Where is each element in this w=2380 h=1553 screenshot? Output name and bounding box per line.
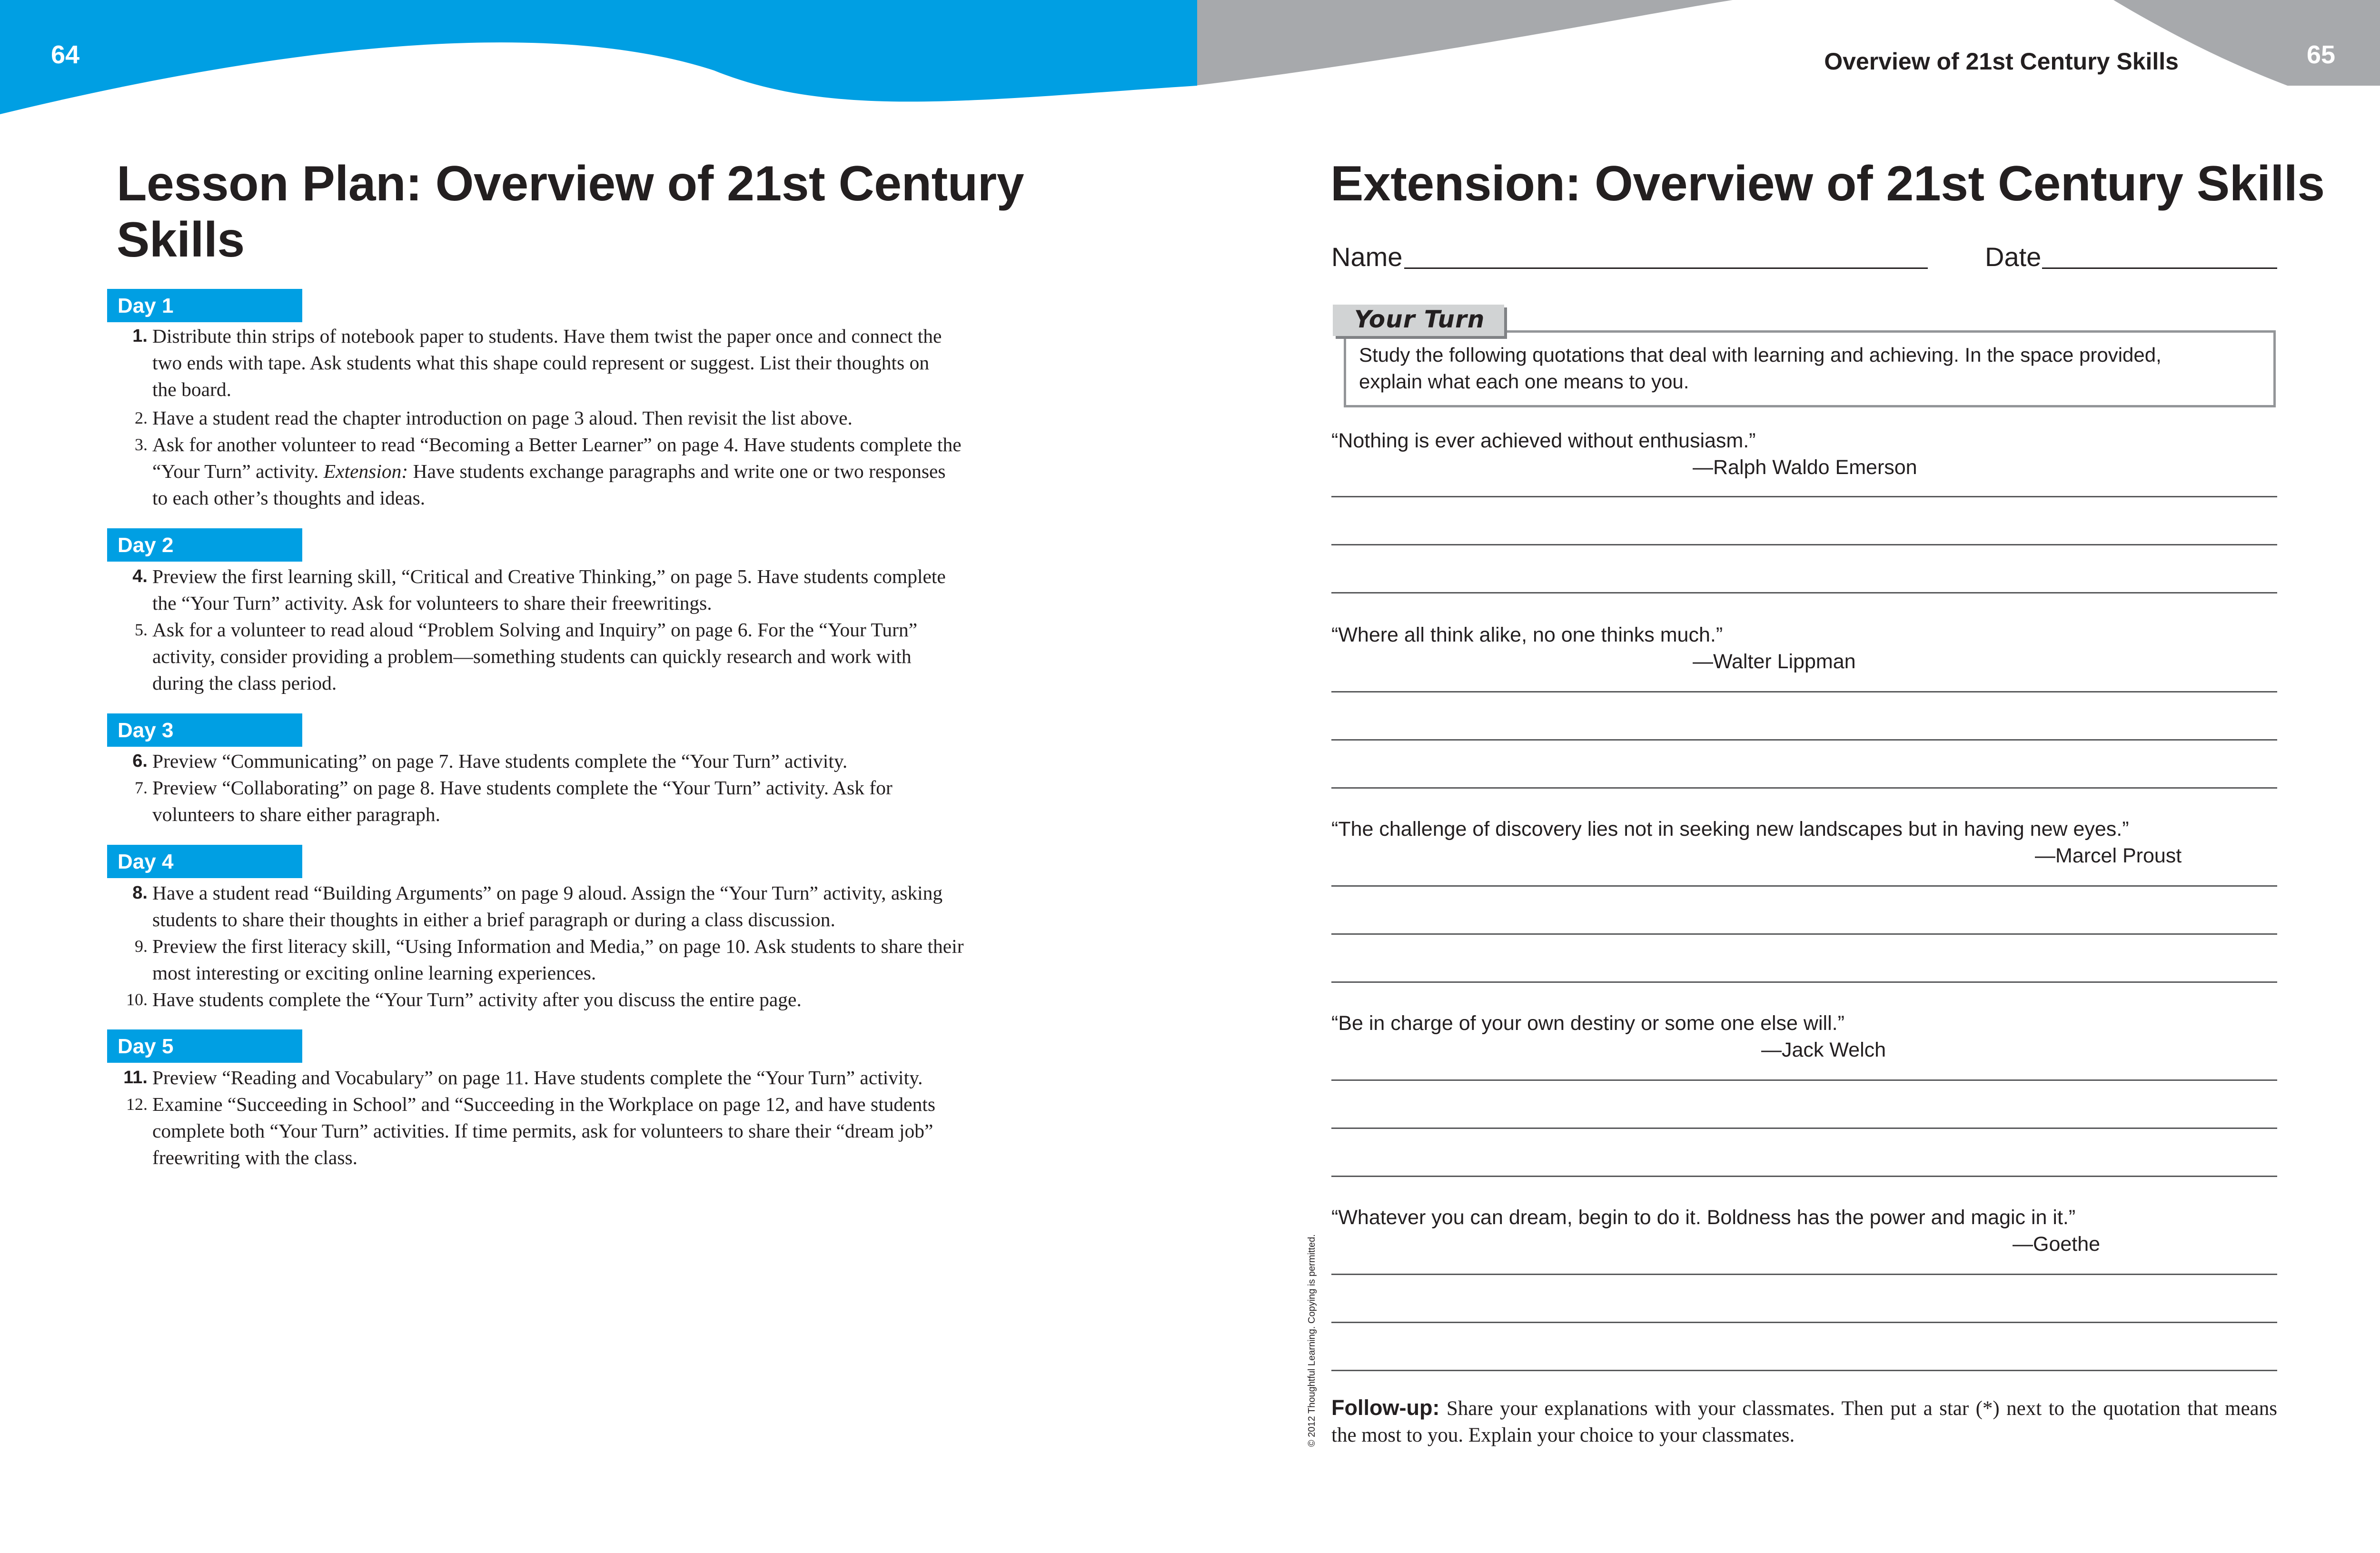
item-line: during the class period. [152,672,337,694]
answer-line[interactable] [1331,933,2277,935]
answer-line[interactable] [1331,1274,2277,1275]
quote-attribution: —Goethe [2013,1233,2101,1256]
item-line: Ask for another volunteer to read “Becoming a Better Learner” on page 4. Have students complete the [152,434,962,455]
item-line: Examine “Succeeding in School” and “Succeeding in the Workplace on page 12, and have students [152,1093,936,1115]
answer-line[interactable] [1331,1176,2277,1177]
lesson-plan-title [117,156,1164,268]
item-line: Ask for a volunteer to read aloud “Problem Solving and Inquiry” on page 6. For the “Your Turn” [152,619,918,641]
answer-line[interactable] [1331,739,2277,741]
lesson-item-9 [135,933,1066,986]
right-page-number: 65 [2307,40,2336,69]
item-number: 9. [135,937,148,956]
quote-text: “Nothing is ever achieved without enthusiasm.” [1331,429,1756,452]
item-line: most interesting or exciting online learning experiences. [152,962,596,984]
quote-text: “Be in charge of your own destiny or some one else will.” [1331,1012,1844,1035]
name-field[interactable] [1404,267,1928,269]
day-1-label: Day 1 [107,289,302,322]
item-number: 10. [126,990,148,1009]
day-3-label: Day 3 [107,713,302,747]
answer-line[interactable] [1331,1079,2277,1081]
date-label: Date [1985,242,2042,272]
follow-up-label: Follow-up: [1331,1395,1440,1420]
item-line: “Your Turn” activity. [152,460,324,482]
answer-line[interactable] [1331,1370,2277,1371]
day-2-label: Day 2 [107,528,302,562]
lesson-item-3 [135,431,1066,511]
item-line: the “Your Turn” activity. Ask for volunteers to share their freewritings. [152,592,712,614]
lesson-item-6 [132,748,1066,774]
item-line: the board. [152,378,231,400]
lesson-item-12 [126,1091,1066,1171]
item-number: 1. [132,326,148,346]
answer-line[interactable] [1331,1322,2277,1323]
banner-blue-wave [0,0,1197,114]
lesson-item-1 [132,323,1066,403]
instructions-line: Study the following quotations that deal with learning and achieving. In the space provided, [1359,344,2162,366]
item-number: 7. [135,778,148,797]
item-line: Preview “Collaborating” on page 8. Have students complete the “Your Turn” activity. Ask for [152,777,892,799]
item-number: 12. [126,1095,148,1114]
date-field[interactable] [2042,267,2277,269]
lesson-item-8 [132,880,1066,933]
item-line: Preview the first literacy skill, “Using Information and Media,” on page 10. Ask students to share their [152,935,964,957]
answer-line[interactable] [1331,885,2277,887]
answer-line[interactable] [1331,544,2277,545]
follow-up-paragraph [1331,1395,2277,1449]
lesson-item-4 [132,563,1066,616]
day-4-label: Day 4 [107,845,302,878]
answer-line[interactable] [1331,592,2277,594]
lesson-plan-title-line1: Lesson Plan: Overview of 21st Century [117,156,1024,211]
item-line: Distribute thin strips of notebook paper to students. Have them twist the paper once and connect the [152,325,942,347]
item-line: to each other’s thoughts and ideas. [152,487,426,509]
instructions-line: explain what each one means to you. [1359,370,1689,393]
copyright-notice: © 2012 Thoughtful Learning. Copying is permitted. [1307,1234,1317,1447]
item-line: Preview “Reading and Vocabulary” on page 11. Have students complete the “Your Turn” activity. [152,1067,923,1088]
answer-line[interactable] [1331,1128,2277,1129]
quote-text: “Where all think alike, no one thinks much.” [1331,623,1723,646]
left-page-number: 64 [51,40,80,69]
item-line: Preview “Communicating” on page 7. Have students complete the “Your Turn” activity. [152,750,848,772]
item-line: Have a student read “Building Arguments” on page 9 aloud. Assign the “Your Turn” activity, asking [152,882,943,904]
item-line: Preview the first learning skill, “Critical and Creative Thinking,” on page 5. Have students complete [152,565,946,587]
quote-text: “Whatever you can dream, begin to do it. Boldness has the power and magic in it.” [1331,1206,2076,1229]
extension-title: Extension: Overview of 21st Century Skills [1330,156,2325,211]
lesson-item-7 [135,774,1066,828]
running-head: Overview of 21st Century Skills [1824,48,2179,75]
item-number: 8. [132,883,148,903]
answer-line[interactable] [1331,496,2277,497]
lesson-item-5 [135,616,1066,696]
quote-text: “The challenge of discovery lies not in seeking new landscapes but in having new eyes.” [1331,818,2129,841]
item-number: 6. [132,751,148,771]
follow-up-text: Share your explanations with your classmates. Then put a star (*) next to the quotation that means the most to you. Explain your choice to your classmates. [1331,1397,2277,1446]
lesson-item-10 [126,986,1066,1013]
quote-attribution: —Ralph Waldo Emerson [1693,456,1917,479]
item-number: 5. [135,620,148,639]
item-number: 11. [123,1068,148,1088]
item-line: students to share their thoughts in either a brief paragraph or during a class discussion. [152,909,835,930]
lesson-plan-title-line2: Skills [117,212,245,267]
item-number: 3. [135,435,148,454]
item-number: 2. [135,408,148,427]
item-line: Have students complete the “Your Turn” activity after you discuss the entire page. [152,989,802,1010]
item-line: freewriting with the class. [152,1147,358,1168]
your-turn-label: Your Turn [1354,306,1485,333]
extension-label: Extension: [323,460,408,482]
name-label: Name [1331,242,1403,272]
quote-attribution: —Jack Welch [1761,1039,1886,1061]
item-line: complete both “Your Turn” activities. If time permits, ask for volunteers to share their “dream job” [152,1120,933,1142]
answer-line[interactable] [1331,691,2277,692]
item-number: 4. [132,566,148,586]
quote-attribution: —Walter Lippman [1693,650,1856,673]
lesson-item-11 [123,1064,1066,1091]
item-line: volunteers to share either paragraph. [152,803,440,825]
item-line: activity, consider providing a problem—something students can quickly research and work with [152,645,912,667]
lesson-item-2 [135,405,1066,431]
answer-line[interactable] [1331,981,2277,983]
item-line: Have students exchange paragraphs and write one or two responses [408,460,946,482]
item-line: two ends with tape. Ask students what this shape could represent or suggest. List their thoughts on [152,352,930,374]
quote-attribution: —Marcel Proust [2035,844,2182,867]
item-line: Have a student read the chapter introduction on page 3 aloud. Then revisit the list above. [152,407,853,429]
answer-line[interactable] [1331,787,2277,789]
your-turn-instructions [1359,342,2263,395]
day-5-label: Day 5 [107,1029,302,1063]
